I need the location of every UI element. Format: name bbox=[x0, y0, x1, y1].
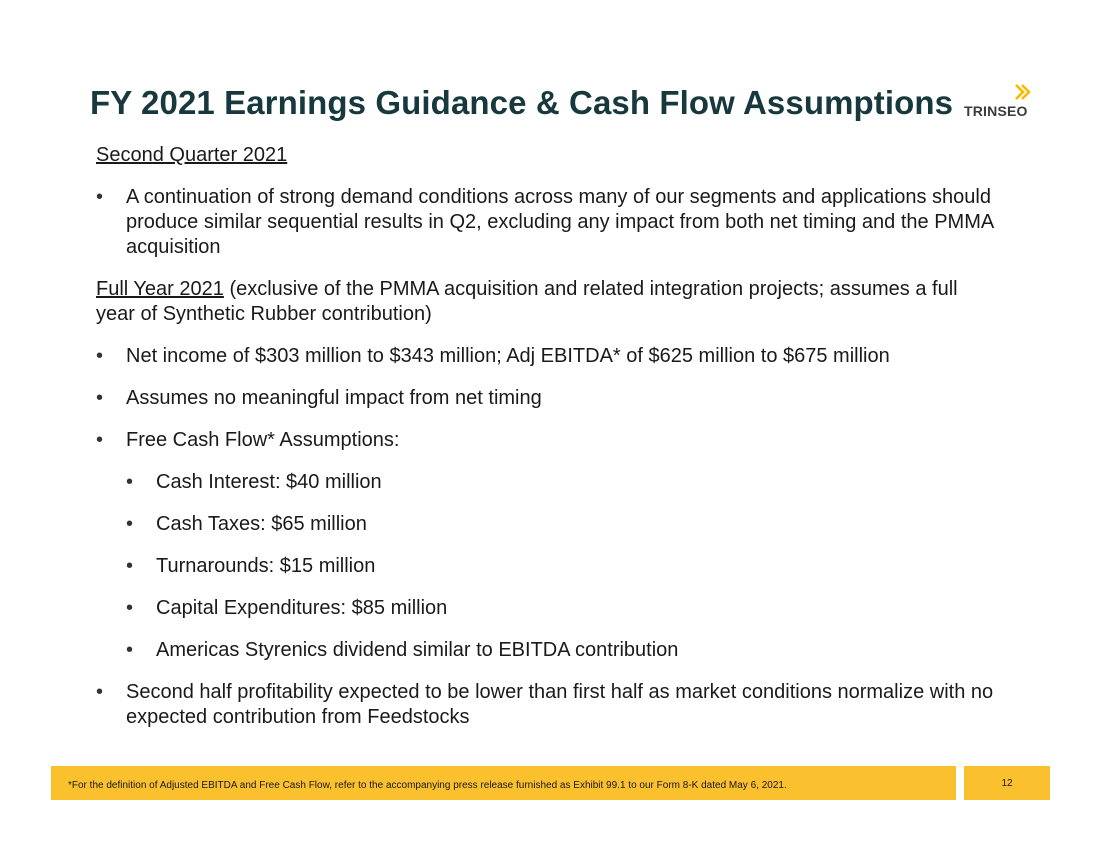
fy-heading-label: Full Year 2021 bbox=[96, 278, 224, 300]
fy-heading-note: (exclusive of the PMMA acquisition and related integration projects; assumes a full year of Synthetic Rubber contribution) bbox=[96, 278, 958, 325]
double-chevron-right-icon bbox=[1014, 84, 1032, 100]
footer-note-bar bbox=[51, 766, 956, 800]
page-number: 12 bbox=[1001, 778, 1013, 789]
logo-text: TRINSEO bbox=[964, 103, 1028, 119]
q2-heading-label: Second Quarter 2021 bbox=[96, 144, 288, 166]
fy-bullet-text: Free Cash Flow* Assumptions: bbox=[126, 429, 400, 451]
sub-list-item bbox=[96, 638, 996, 663]
fy-heading bbox=[96, 277, 996, 327]
list-item bbox=[96, 344, 996, 369]
sub-list-item bbox=[96, 512, 996, 537]
footnote: *For the definition of Adjusted EBITDA and Free Cash Flow, refer to the accompanying press release furnished as Exhibit 99.1 to our Form 8-K dated May 6, 2021. bbox=[68, 780, 787, 791]
bullet-icon: • bbox=[96, 429, 104, 451]
fcf-sub-bullet-text: Turnarounds: $15 million bbox=[156, 555, 376, 577]
bullet-icon: • bbox=[126, 513, 134, 535]
sub-list-item bbox=[96, 596, 996, 621]
fcf-sub-bullet-text: Cash Taxes: $65 million bbox=[156, 513, 367, 535]
sub-list-item bbox=[96, 470, 996, 495]
bullet-icon: • bbox=[126, 471, 134, 493]
list-item bbox=[96, 428, 996, 453]
bullet-icon: • bbox=[96, 345, 104, 367]
q2-bullet-text: A continuation of strong demand conditions across many of our segments and applications should produce similar sequential results in Q2, excluding any impact from both net timing and the PMMA acquisition bbox=[126, 186, 994, 258]
list-item bbox=[96, 185, 996, 260]
bullet-icon: • bbox=[96, 186, 104, 208]
slide-title: FY 2021 Earnings Guidance & Cash Flow Assumptions bbox=[90, 84, 954, 121]
bullet-icon: • bbox=[126, 639, 134, 661]
fcf-sub-bullet-text: Americas Styrenics dividend similar to EBITDA contribution bbox=[156, 639, 679, 661]
trinseo-logo bbox=[964, 84, 1036, 120]
bullet-icon: • bbox=[126, 555, 134, 577]
final-bullet-text: Second half profitability expected to be lower than first half as market conditions normalize with no expected contribution from Feedstocks bbox=[126, 681, 994, 728]
fy-bullet-text: Net income of $303 million to $343 million; Adj EBITDA* of $625 million to $675 million bbox=[126, 345, 890, 367]
fcf-sub-bullet-text: Cash Interest: $40 million bbox=[156, 471, 382, 493]
list-item bbox=[96, 386, 996, 411]
fy-bullet-text: Assumes no meaningful impact from net timing bbox=[126, 387, 542, 409]
bullet-icon: • bbox=[96, 681, 104, 703]
q2-heading bbox=[96, 143, 996, 168]
fcf-sub-bullet-text: Capital Expenditures: $85 million bbox=[156, 597, 448, 619]
slide-body bbox=[96, 143, 996, 730]
bullet-icon: • bbox=[126, 597, 134, 619]
sub-list-item bbox=[96, 554, 996, 579]
page-number-box bbox=[964, 766, 1050, 800]
bullet-icon: • bbox=[96, 387, 104, 409]
list-item bbox=[96, 680, 996, 730]
